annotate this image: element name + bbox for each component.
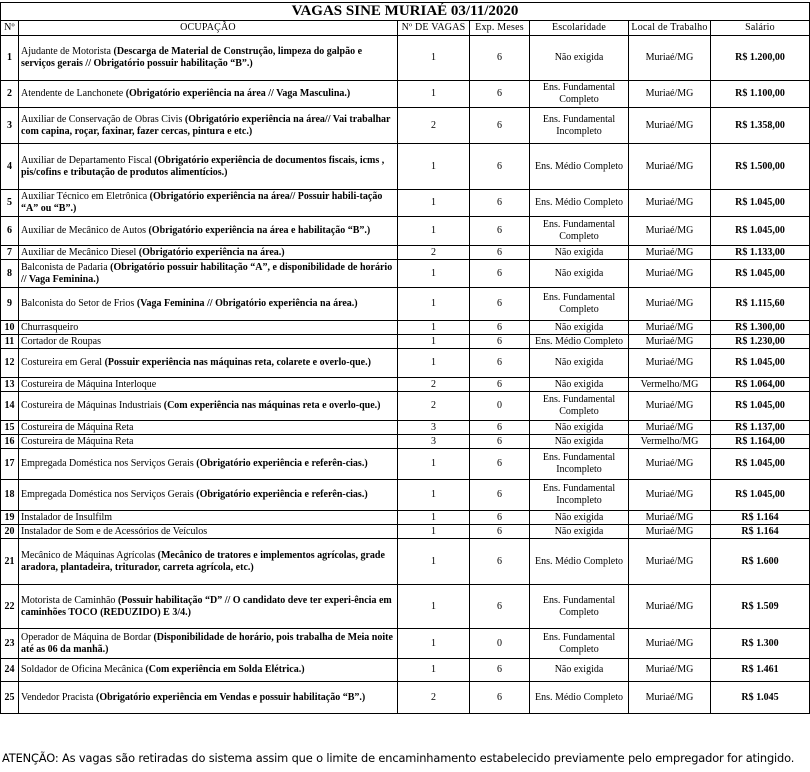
table-row	[1, 108, 810, 144]
occupation-cell	[19, 378, 398, 392]
salary-cell: R$ 1.600	[711, 539, 810, 585]
table-row	[1, 421, 810, 435]
row-number: 25	[1, 682, 19, 714]
salary-cell: R$ 1.230,00	[711, 335, 810, 349]
education-cell: Ens. Médio Completo	[530, 539, 629, 585]
row-number: 2	[1, 81, 19, 108]
workplace-cell: Muriaé/MG	[629, 585, 711, 629]
salary-cell: R$ 1.064,00	[711, 378, 810, 392]
workplace-cell: Muriaé/MG	[629, 392, 711, 421]
occupation-requirements: (Obrigatório experiência na área // Vaga Masculina.)	[125, 88, 351, 99]
salary-cell: R$ 1.045,00	[711, 392, 810, 421]
workplace-cell: Muriaé/MG	[629, 288, 711, 321]
salary-cell: R$ 1.045,00	[711, 449, 810, 480]
table-row	[1, 349, 810, 378]
occupation-cell	[19, 108, 398, 144]
workplace-cell: Muriaé/MG	[629, 449, 711, 480]
row-number: 23	[1, 629, 19, 659]
vacancies-cell: 1	[398, 449, 470, 480]
education-cell: Não exigida	[530, 36, 629, 81]
header-experience: Exp. Meses	[470, 21, 530, 36]
occupation-cell	[19, 511, 398, 525]
salary-cell: R$ 1.045,00	[711, 480, 810, 511]
experience-cell: 6	[470, 36, 530, 81]
table-row	[1, 659, 810, 682]
occupation-title: Costureira de Máquina Interloque	[21, 378, 157, 390]
row-number: 5	[1, 190, 19, 217]
workplace-cell: Muriaé/MG	[629, 349, 711, 378]
occupation-requirements: (Mecânico de tratores e implementos agrícolas, grade aradora, plantadeira, triturador, carreta agrícola, etc.)	[21, 549, 385, 573]
header-salary: Salário	[711, 21, 810, 36]
occupation-cell	[19, 288, 398, 321]
occupation-title: Operador de Máquina de Bordar	[21, 631, 151, 643]
row-number: 6	[1, 217, 19, 246]
workplace-cell: Muriaé/MG	[629, 36, 711, 81]
table-row	[1, 585, 810, 629]
occupation-cell	[19, 217, 398, 246]
workplace-cell: Muriaé/MG	[629, 525, 711, 539]
table-row	[1, 539, 810, 585]
occupation-requirements: (Vaga Feminina // Obrigatório experiência na área.)	[136, 298, 358, 309]
table-row	[1, 190, 810, 217]
table-row	[1, 629, 810, 659]
occupation-title: Auxiliar Técnico em Eletrônica	[21, 191, 148, 202]
table-row	[1, 480, 810, 511]
row-number: 22	[1, 585, 19, 629]
experience-cell: 6	[470, 144, 530, 190]
workplace-cell: Vermelho/MG	[629, 378, 711, 392]
education-cell: Não exigida	[530, 421, 629, 435]
vacancies-cell: 1	[398, 629, 470, 659]
table-row	[1, 246, 810, 260]
row-number: 11	[1, 335, 19, 349]
salary-cell: R$ 1.509	[711, 585, 810, 629]
experience-cell: 6	[470, 321, 530, 335]
experience-cell: 6	[470, 449, 530, 480]
education-cell: Ens. Fundamental Incompleto	[530, 108, 629, 144]
education-cell: Não exigida	[530, 525, 629, 539]
occupation-cell	[19, 260, 398, 288]
row-number: 19	[1, 511, 19, 525]
education-cell: Ens. Fundamental Completo	[530, 392, 629, 421]
occupation-title: Vendedor Pracista	[21, 691, 94, 703]
vacancies-cell: 1	[398, 81, 470, 108]
workplace-cell: Muriaé/MG	[629, 682, 711, 714]
experience-cell: 6	[470, 246, 530, 260]
occupation-requirements: (Obrigatório experiência na área.)	[138, 246, 285, 258]
table-row	[1, 682, 810, 714]
occupation-title: Empregada Doméstica nos Serviços Gerais	[21, 489, 194, 500]
salary-cell: R$ 1.461	[711, 659, 810, 682]
occupation-cell	[19, 629, 398, 659]
workplace-cell: Muriaé/MG	[629, 480, 711, 511]
experience-cell: 6	[470, 378, 530, 392]
salary-cell: R$ 1.133,00	[711, 246, 810, 260]
table-row	[1, 335, 810, 349]
occupation-cell	[19, 539, 398, 585]
occupation-title: Churrasqueiro	[21, 321, 79, 333]
row-number: 20	[1, 525, 19, 539]
salary-cell: R$ 1.137,00	[711, 421, 810, 435]
vacancies-cell: 2	[398, 378, 470, 392]
table-row	[1, 449, 810, 480]
occupation-cell	[19, 421, 398, 435]
workplace-cell: Muriaé/MG	[629, 260, 711, 288]
experience-cell: 6	[470, 435, 530, 449]
occupation-requirements: (Obrigatório experiência e referên-cias.)	[196, 458, 368, 469]
experience-cell: 0	[470, 392, 530, 421]
experience-cell: 6	[470, 585, 530, 629]
education-cell: Ens. Médio Completo	[530, 190, 629, 217]
education-cell: Não exigida	[530, 659, 629, 682]
occupation-requirements: (Possuir experiência nas máquinas reta, colarete e overlo-que.)	[104, 357, 371, 368]
occupation-title: Empregada Doméstica nos Serviços Gerais	[21, 458, 194, 469]
occupation-cell	[19, 585, 398, 629]
education-cell: Ens. Fundamental Incompleto	[530, 480, 629, 511]
workplace-cell: Muriaé/MG	[629, 321, 711, 335]
table-row	[1, 217, 810, 246]
occupation-title: Auxiliar de Departamento Fiscal	[21, 154, 152, 166]
occupation-cell	[19, 480, 398, 511]
occupation-requirements: (Possuir habilitação “D” // O candidato deve ter experi-ência em caminhões TOCO (REDUZIDO) E 3/4.)	[21, 594, 392, 618]
education-cell: Não exigida	[530, 246, 629, 260]
experience-cell: 6	[470, 421, 530, 435]
education-cell: Ens. Fundamental Completo	[530, 585, 629, 629]
education-cell: Ens. Fundamental Completo	[530, 288, 629, 321]
row-number: 7	[1, 246, 19, 260]
education-cell: Não exigida	[530, 349, 629, 378]
row-number: 16	[1, 435, 19, 449]
workplace-cell: Muriaé/MG	[629, 659, 711, 682]
experience-cell: 6	[470, 511, 530, 525]
occupation-requirements: (Obrigatório experiência na área// Possuir habili-tação “A” ou “B”.)	[21, 191, 383, 214]
occupation-title: Auxiliar de Mecânico de Autos	[21, 225, 146, 236]
occupation-title: Soldador de Oficina Mecânica	[21, 664, 143, 675]
salary-cell: R$ 1.045,00	[711, 260, 810, 288]
table-body	[1, 36, 810, 714]
education-cell: Não exigida	[530, 321, 629, 335]
table-row	[1, 511, 810, 525]
header-vacancies: Nº DE VAGAS	[398, 21, 470, 36]
workplace-cell: Muriaé/MG	[629, 539, 711, 585]
workplace-cell: Muriaé/MG	[629, 629, 711, 659]
occupation-requirements: (Obrigatório experiência de documentos fiscais, icms , pis/cofins e tributação de produtos alimentícios.)	[21, 154, 385, 178]
experience-cell: 6	[470, 190, 530, 217]
vacancies-cell: 1	[398, 480, 470, 511]
occupation-requirements: (Com experiência nas máquinas reta e overlo-que.)	[163, 400, 381, 411]
occupation-cell	[19, 36, 398, 81]
workplace-cell: Muriaé/MG	[629, 335, 711, 349]
occupation-requirements: (Disponibilidade de horário, pois trabalha de Meia noite até as 06 da manhã.)	[21, 631, 393, 655]
occupation-cell	[19, 449, 398, 480]
occupation-cell	[19, 349, 398, 378]
row-number: 3	[1, 108, 19, 144]
education-cell: Ens. Fundamental Incompleto	[530, 449, 629, 480]
salary-cell: R$ 1.164	[711, 511, 810, 525]
workplace-cell: Vermelho/MG	[629, 435, 711, 449]
workplace-cell: Muriaé/MG	[629, 246, 711, 260]
occupation-title: Costureira em Geral	[21, 357, 103, 368]
occupation-title: Instalador de Insulfilm	[21, 511, 113, 523]
occupation-title: Atendente de Lanchonete	[21, 88, 124, 99]
row-number: 24	[1, 659, 19, 682]
education-cell: Ens. Fundamental Completo	[530, 81, 629, 108]
occupation-requirements: (Com experiência em Solda Elétrica.)	[145, 664, 305, 675]
vacancies-cell: 1	[398, 585, 470, 629]
occupation-title: Ajudante de Motorista	[21, 46, 111, 57]
experience-cell: 6	[470, 682, 530, 714]
table-row	[1, 288, 810, 321]
row-number: 18	[1, 480, 19, 511]
salary-cell: R$ 1.300,00	[711, 321, 810, 335]
row-number: 8	[1, 260, 19, 288]
vacancies-cell: 1	[398, 511, 470, 525]
occupation-cell	[19, 246, 398, 260]
experience-cell: 6	[470, 525, 530, 539]
vacancies-cell: 1	[398, 260, 470, 288]
workplace-cell: Muriaé/MG	[629, 144, 711, 190]
table-row	[1, 321, 810, 335]
salary-cell: R$ 1.164	[711, 525, 810, 539]
education-cell: Ens. Médio Completo	[530, 682, 629, 714]
vacancies-cell: 1	[398, 321, 470, 335]
table-row	[1, 36, 810, 81]
table-title: VAGAS SINE MURIAÉ 03/11/2020	[1, 3, 810, 21]
vacancies-cell: 1	[398, 335, 470, 349]
vacancies-cell: 1	[398, 659, 470, 682]
education-cell: Ens. Médio Completo	[530, 335, 629, 349]
education-cell: Ens. Fundamental Completo	[530, 629, 629, 659]
job-vacancies-table	[0, 2, 810, 714]
salary-cell: R$ 1.045,00	[711, 217, 810, 246]
occupation-title: Balconista de Padaria	[21, 261, 108, 273]
vacancies-cell: 1	[398, 144, 470, 190]
workplace-cell: Muriaé/MG	[629, 511, 711, 525]
attention-note: ATENÇÃO: As vagas são retiradas do sistema assim que o limite de encaminhamento estabelecido previamente pelo empregador for atingido.	[2, 751, 795, 765]
workplace-cell: Muriaé/MG	[629, 190, 711, 217]
education-cell: Ens. Médio Completo	[530, 144, 629, 190]
row-number: 1	[1, 36, 19, 81]
occupation-cell	[19, 682, 398, 714]
occupation-cell	[19, 392, 398, 421]
table-row	[1, 525, 810, 539]
workplace-cell: Muriaé/MG	[629, 421, 711, 435]
row-number: 12	[1, 349, 19, 378]
education-cell: Não exigida	[530, 435, 629, 449]
occupation-title: Mecânico de Máquinas Agrícolas	[21, 549, 156, 561]
experience-cell: 6	[470, 539, 530, 585]
salary-cell: R$ 1.045	[711, 682, 810, 714]
occupation-cell	[19, 659, 398, 682]
workplace-cell: Muriaé/MG	[629, 217, 711, 246]
occupation-cell	[19, 144, 398, 190]
salary-cell: R$ 1.115,60	[711, 288, 810, 321]
row-number: 21	[1, 539, 19, 585]
table-row	[1, 81, 810, 108]
salary-cell: R$ 1.045,00	[711, 349, 810, 378]
table-row	[1, 378, 810, 392]
occupation-requirements: (Obrigatório possuir habilitação “A”, e disponibilidade de horário // Vaga Feminina.)	[21, 261, 393, 285]
salary-cell: R$ 1.100,00	[711, 81, 810, 108]
vacancies-cell: 3	[398, 421, 470, 435]
occupation-requirements: (Obrigatório experiência em Vendas e possuir habilitação “B”.)	[95, 691, 366, 703]
experience-cell: 6	[470, 217, 530, 246]
education-cell: Ens. Fundamental Completo	[530, 217, 629, 246]
occupation-title: Motorista de Caminhão	[21, 594, 116, 606]
header-education: Escolaridade	[530, 21, 629, 36]
occupation-title: Costureira de Máquina Reta	[21, 421, 134, 433]
vacancies-cell: 1	[398, 36, 470, 81]
experience-cell: 6	[470, 480, 530, 511]
occupation-title: Balconista do Setor de Frios	[21, 298, 135, 309]
occupation-cell	[19, 435, 398, 449]
salary-cell: R$ 1.300	[711, 629, 810, 659]
experience-cell: 6	[470, 349, 530, 378]
occupation-title: Costureira de Máquina Reta	[21, 435, 134, 447]
salary-cell: R$ 1.500,00	[711, 144, 810, 190]
vacancies-cell: 2	[398, 392, 470, 421]
experience-cell: 6	[470, 659, 530, 682]
occupation-title: Costureira de Máquinas Industriais	[21, 400, 162, 411]
salary-cell: R$ 1.200,00	[711, 36, 810, 81]
occupation-requirements: (Obrigatório experiência e referên-cias.)	[196, 489, 368, 500]
vacancies-cell: 1	[398, 288, 470, 321]
occupation-title: Auxiliar de Mecânico Diesel	[21, 246, 137, 258]
table-row	[1, 260, 810, 288]
salary-cell: R$ 1.045,00	[711, 190, 810, 217]
header-number: Nº	[1, 21, 19, 36]
occupation-cell	[19, 525, 398, 539]
occupation-cell	[19, 335, 398, 349]
occupation-title: Instalador de Som e de Acessórios de Veículos	[21, 525, 208, 537]
salary-cell: R$ 1.358,00	[711, 108, 810, 144]
experience-cell: 0	[470, 629, 530, 659]
education-cell: Não exigida	[530, 511, 629, 525]
salary-cell: R$ 1.164,00	[711, 435, 810, 449]
occupation-cell	[19, 81, 398, 108]
experience-cell: 6	[470, 81, 530, 108]
vacancies-cell: 1	[398, 349, 470, 378]
workplace-cell: Muriaé/MG	[629, 81, 711, 108]
row-number: 9	[1, 288, 19, 321]
vacancies-cell: 3	[398, 435, 470, 449]
occupation-requirements: (Obrigatório experiência na área// Vai trabalhar com capina, roçar, faxinar, fazer cercas, pintura e etc.)	[21, 113, 391, 137]
vacancies-cell: 2	[398, 682, 470, 714]
occupation-title: Auxiliar de Conservação de Obras Civis	[21, 113, 183, 125]
header-workplace: Local de Trabalho	[629, 21, 711, 36]
table-row	[1, 144, 810, 190]
vacancies-cell: 1	[398, 525, 470, 539]
experience-cell: 6	[470, 335, 530, 349]
row-number: 15	[1, 421, 19, 435]
experience-cell: 6	[470, 108, 530, 144]
row-number: 4	[1, 144, 19, 190]
occupation-title: Cortador de Roupas	[21, 335, 101, 347]
experience-cell: 6	[470, 288, 530, 321]
vacancies-cell: 1	[398, 190, 470, 217]
table-row	[1, 392, 810, 421]
table-row	[1, 435, 810, 449]
row-number: 13	[1, 378, 19, 392]
row-number: 17	[1, 449, 19, 480]
education-cell: Não exigida	[530, 260, 629, 288]
vacancies-cell: 2	[398, 108, 470, 144]
occupation-cell	[19, 190, 398, 217]
occupation-requirements: (Descarga de Material de Construção, limpeza do galpão e serviços gerais // Obrigatório possuir habilitação “B”.)	[21, 46, 363, 69]
education-cell: Não exigida	[530, 378, 629, 392]
workplace-cell: Muriaé/MG	[629, 108, 711, 144]
row-number: 14	[1, 392, 19, 421]
row-number: 10	[1, 321, 19, 335]
header-occupation: OCUPAÇÃO	[19, 21, 398, 36]
vacancies-cell: 1	[398, 217, 470, 246]
vacancies-cell: 2	[398, 246, 470, 260]
occupation-requirements: (Obrigatório experiência na área e habilitação “B”.)	[148, 225, 371, 236]
occupation-cell	[19, 321, 398, 335]
experience-cell: 6	[470, 260, 530, 288]
vacancies-cell: 1	[398, 539, 470, 585]
